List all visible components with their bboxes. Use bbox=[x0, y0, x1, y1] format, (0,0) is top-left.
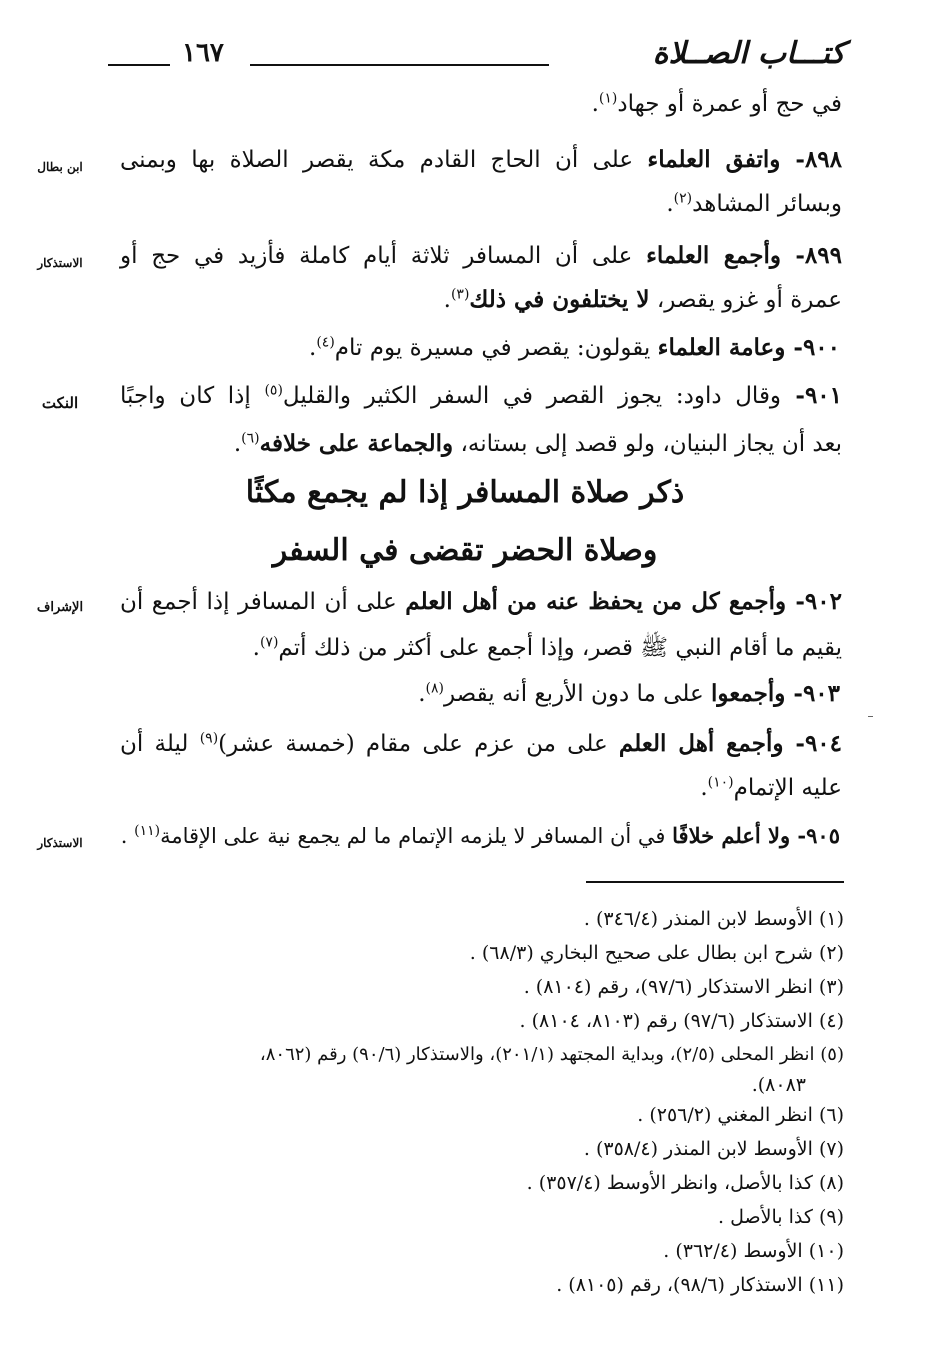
margin-source: الإشراف bbox=[36, 600, 84, 615]
scan-mark bbox=[868, 716, 873, 717]
footnote-separator bbox=[586, 881, 844, 883]
paragraph-901-line2: بعد أن يجاز البنيان، ولو قصد إلى بستانه، والجماعة على خلافه$^{(٦)}$. bbox=[233, 430, 842, 457]
paragraph-902-line1: ٩٠٢- وأجمع كل من يحفظ عنه من أهل العلم على أن المسافر إذا أجمع أن bbox=[120, 588, 842, 615]
paragraph-902-line2: يقيم ما أقام النبي ﷺ قصر، وإذا أجمع على أكثر من ذلك أتم$^{(٧)}$. bbox=[252, 634, 842, 661]
footnote-continuation: ٨٠٨٣). bbox=[751, 1074, 806, 1096]
footnote: (٢) شرح ابن بطال على صحيح البخاري (٦٨/٣) . bbox=[469, 942, 844, 964]
header-rule-left bbox=[108, 64, 170, 66]
margin-source: النكت bbox=[41, 394, 79, 412]
footnote: (٩) كذا بالأصل . bbox=[718, 1206, 844, 1228]
paragraph-898-line1: ٨٩٨- واتفق العلماء على أن الحاج القادم مكة يقصر الصلاة بها وبمنى bbox=[120, 146, 843, 173]
footnote: (٦) انظر المغني (٢٥٦/٢) . bbox=[637, 1104, 844, 1126]
footnote: (١٠) الأوسط (٣٦٢/٤) . bbox=[663, 1240, 844, 1262]
chapter-title: كتـــاب الصــلاة bbox=[652, 36, 845, 71]
paragraph-900: ٩٠٠- وعامة العلماء يقولون: يقصر في مسيرة يوم تام$^{(٤)}$. bbox=[309, 334, 840, 361]
paragraph-899-line1: ٨٩٩- وأجمع العلماء على أن المسافر ثلاثة أيام كاملة فأزيد في حج أو bbox=[120, 242, 842, 269]
page-number: ١٦٧ bbox=[182, 38, 224, 68]
paragraph-903: ٩٠٣- وأجمعوا على ما دون الأربع أنه يقصر$^{(٨)}$. bbox=[418, 680, 840, 707]
footnote: (١١) الاستذكار (٩٨/٦)، رقم (٨١٠٥) . bbox=[556, 1274, 844, 1296]
footnote: (٨) كذا بالأصل، وانظر الأوسط (٣٥٧/٤) . bbox=[526, 1172, 844, 1194]
page-header bbox=[100, 34, 845, 82]
paragraph-899-line2: عمرة أو غزو يقصر، لا يختلفون في ذلك$^{(٣)}$. bbox=[443, 286, 842, 313]
paragraph-904-line2: عليه الإتمام$^{(١٠)}$. bbox=[700, 774, 842, 801]
footnote: (٤) الاستذكار (٩٧/٦) رقم (٨١٠٣، ٨١٠٤) . bbox=[519, 1010, 844, 1032]
margin-source: الاستذكار bbox=[37, 256, 83, 270]
footnote: (١) الأوسط لابن المنذر (٣٤٦/٤) . bbox=[583, 908, 844, 930]
paragraph-898-line2: وبسائر المشاهد$^{(٢)}$. bbox=[666, 190, 842, 217]
footnote: (٧) الأوسط لابن المنذر (٣٥٨/٤) . bbox=[583, 1138, 844, 1160]
text-line: في حج أو عمرة أو جهاد$^{(١)}$. bbox=[591, 90, 842, 117]
footnote: (٣) انظر الاستذكار (٩٧/٦)، رقم (٨١٠٤) . bbox=[523, 976, 844, 998]
section-heading-line2: وصلاة الحضر تقضى في السفر bbox=[272, 533, 658, 568]
margin-source: الاستذكار bbox=[37, 836, 83, 850]
paragraph-901-line1: ٩٠١- وقال داود: يجوز القصر في السفر الكثير والقليل$^{(٥)}$ إذا كان واجبًا bbox=[120, 382, 842, 409]
footnote: (٥) انظر المحلى (٢/٥)، وبداية المجتهد (٢٠١/١)، والاستذكار (٩٠/٦) رقم (٨٠٦٢، bbox=[259, 1044, 844, 1065]
header-rule bbox=[250, 64, 549, 66]
paragraph-905: ٩٠٥- ولا أعلم خلافًا في أن المسافر لا يلزمه الإتمام ما لم يجمع نية على الإقامة$^{(١١)}$ . bbox=[120, 823, 840, 848]
paragraph-904-line1: ٩٠٤- وأجمع أهل العلم على من عزم على مقام (خمسة عشر)$^{(٩)}$ ليلة أن bbox=[120, 730, 842, 757]
margin-source: ابن بطال bbox=[37, 160, 83, 174]
section-heading-line1: ذكر صلاة المسافر إذا لم يجمع مكثًا bbox=[245, 475, 685, 510]
